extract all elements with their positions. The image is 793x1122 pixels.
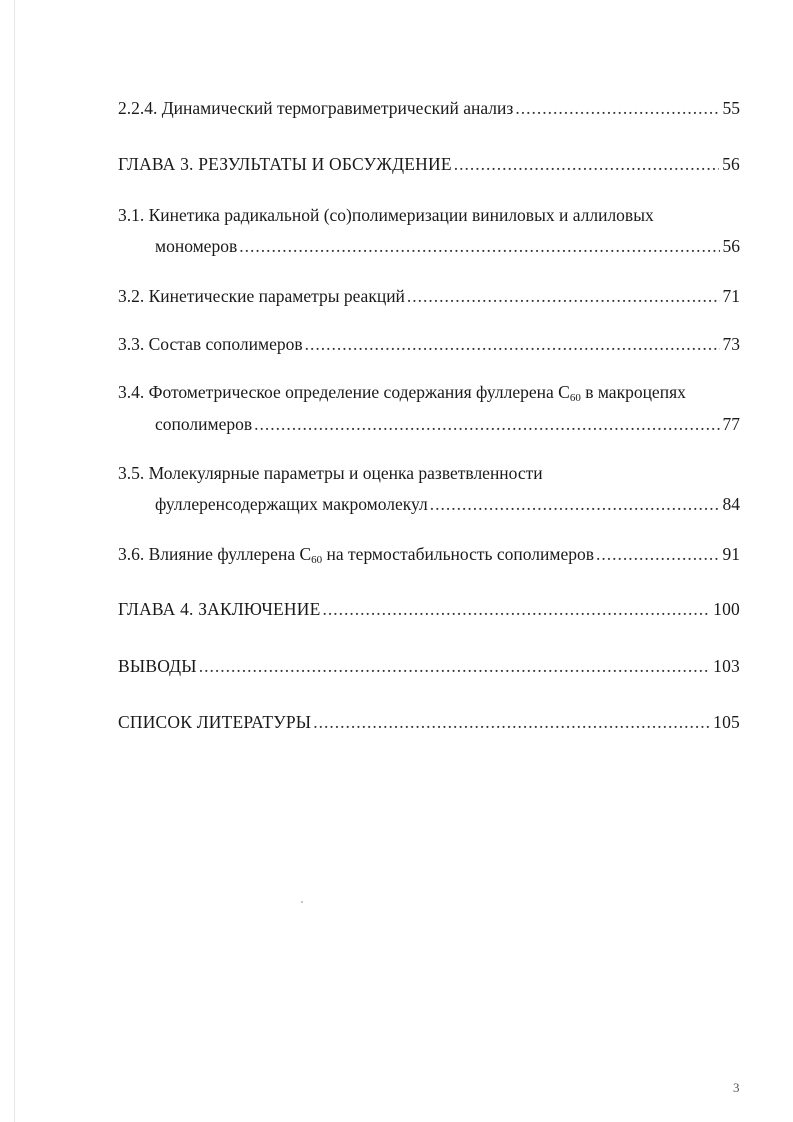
toc-entry-title: 3.3. Состав сополимеров (118, 334, 303, 354)
toc-leader-dots (454, 152, 719, 176)
toc-page-number: 91 (722, 544, 740, 564)
subscript-60: 60 (569, 392, 581, 404)
toc-chapter-title: ГЛАВА 4. ЗАКЛЮЧЕНИЕ (118, 599, 321, 619)
toc-page-number: 55 (722, 98, 740, 118)
toc-page-number: 73 (722, 334, 740, 354)
toc-entry-title: сополимеров (155, 414, 253, 434)
toc-leader-dots (199, 654, 710, 678)
toc-page-number: 105 (713, 712, 740, 732)
toc-leader-dots (407, 284, 720, 308)
toc-page-number: 56 (722, 154, 740, 174)
toc-leader-dots (515, 96, 719, 120)
toc-references (118, 710, 740, 734)
toc-chapter-title: ГЛАВА 3. РЕЗУЛЬТАТЫ И ОБСУЖДЕНИЕ (118, 154, 452, 174)
toc-entry-3-5 (155, 492, 740, 516)
toc-chapter-title: СПИСОК ЛИТЕРАТУРЫ (118, 712, 312, 732)
toc-entry-3-1-line1: 3.1. Кинетика радикальной (со)полимеризации виниловых и аллиловых (118, 205, 654, 225)
toc-leader-dots (313, 710, 710, 734)
toc-page-number: 71 (722, 286, 740, 306)
toc-entry-title-prefix: 3.4. Фотометрическое определение содержания фуллерена С (118, 382, 570, 402)
toc-entry-3-6 (118, 542, 740, 566)
toc-entry-3-4 (155, 412, 740, 436)
toc-entry-3-3 (118, 332, 740, 356)
toc-entry-3-5-line1: 3.5. Молекулярные параметры и оценка разветвленности (118, 463, 543, 483)
toc-entry-title (118, 542, 594, 566)
scan-speck (301, 901, 303, 903)
toc-chapter-title: ВЫВОДЫ (118, 656, 197, 676)
toc-entry-title-prefix: 3.6. Влияние фуллерена С (118, 544, 312, 564)
toc-entry-3-4-line1 (118, 380, 686, 404)
toc-page-number: 103 (713, 656, 740, 676)
toc-entry-title: мономеров (155, 236, 238, 256)
page-edge-line (14, 0, 15, 1122)
toc-page-number: 56 (722, 236, 740, 256)
toc-leader-dots (239, 234, 719, 258)
toc-leader-dots (323, 597, 711, 621)
toc-entry-title: фуллеренсодержащих макромолекул (155, 494, 428, 514)
toc-leader-dots (430, 492, 720, 516)
toc-entry-3-2 (118, 284, 740, 308)
toc-chapter-3 (118, 152, 740, 176)
footer-page-number: 3 (733, 1080, 740, 1095)
toc-entry-title: 3.2. Кинетические параметры реакций (118, 286, 405, 306)
toc-entry-3-1 (155, 234, 740, 258)
toc-entry-2-2-4 (118, 96, 740, 120)
toc-chapter-4 (118, 597, 740, 621)
toc-page-number: 84 (722, 494, 740, 514)
toc-page-number: 100 (713, 599, 740, 619)
toc-entry-title: 2.2.4. Динамический термогравиметрический анализ (118, 98, 514, 118)
toc-leader-dots (254, 412, 719, 436)
toc-leader-dots (305, 332, 720, 356)
toc-leader-dots (596, 542, 720, 566)
subscript-60: 60 (311, 554, 323, 566)
toc-page-number: 77 (722, 414, 740, 434)
toc-entry-title-suffix: в макроцепях (580, 382, 686, 402)
toc-entry-title-suffix: на термостабильность сополимеров (322, 544, 594, 564)
toc-conclusions (118, 654, 740, 678)
